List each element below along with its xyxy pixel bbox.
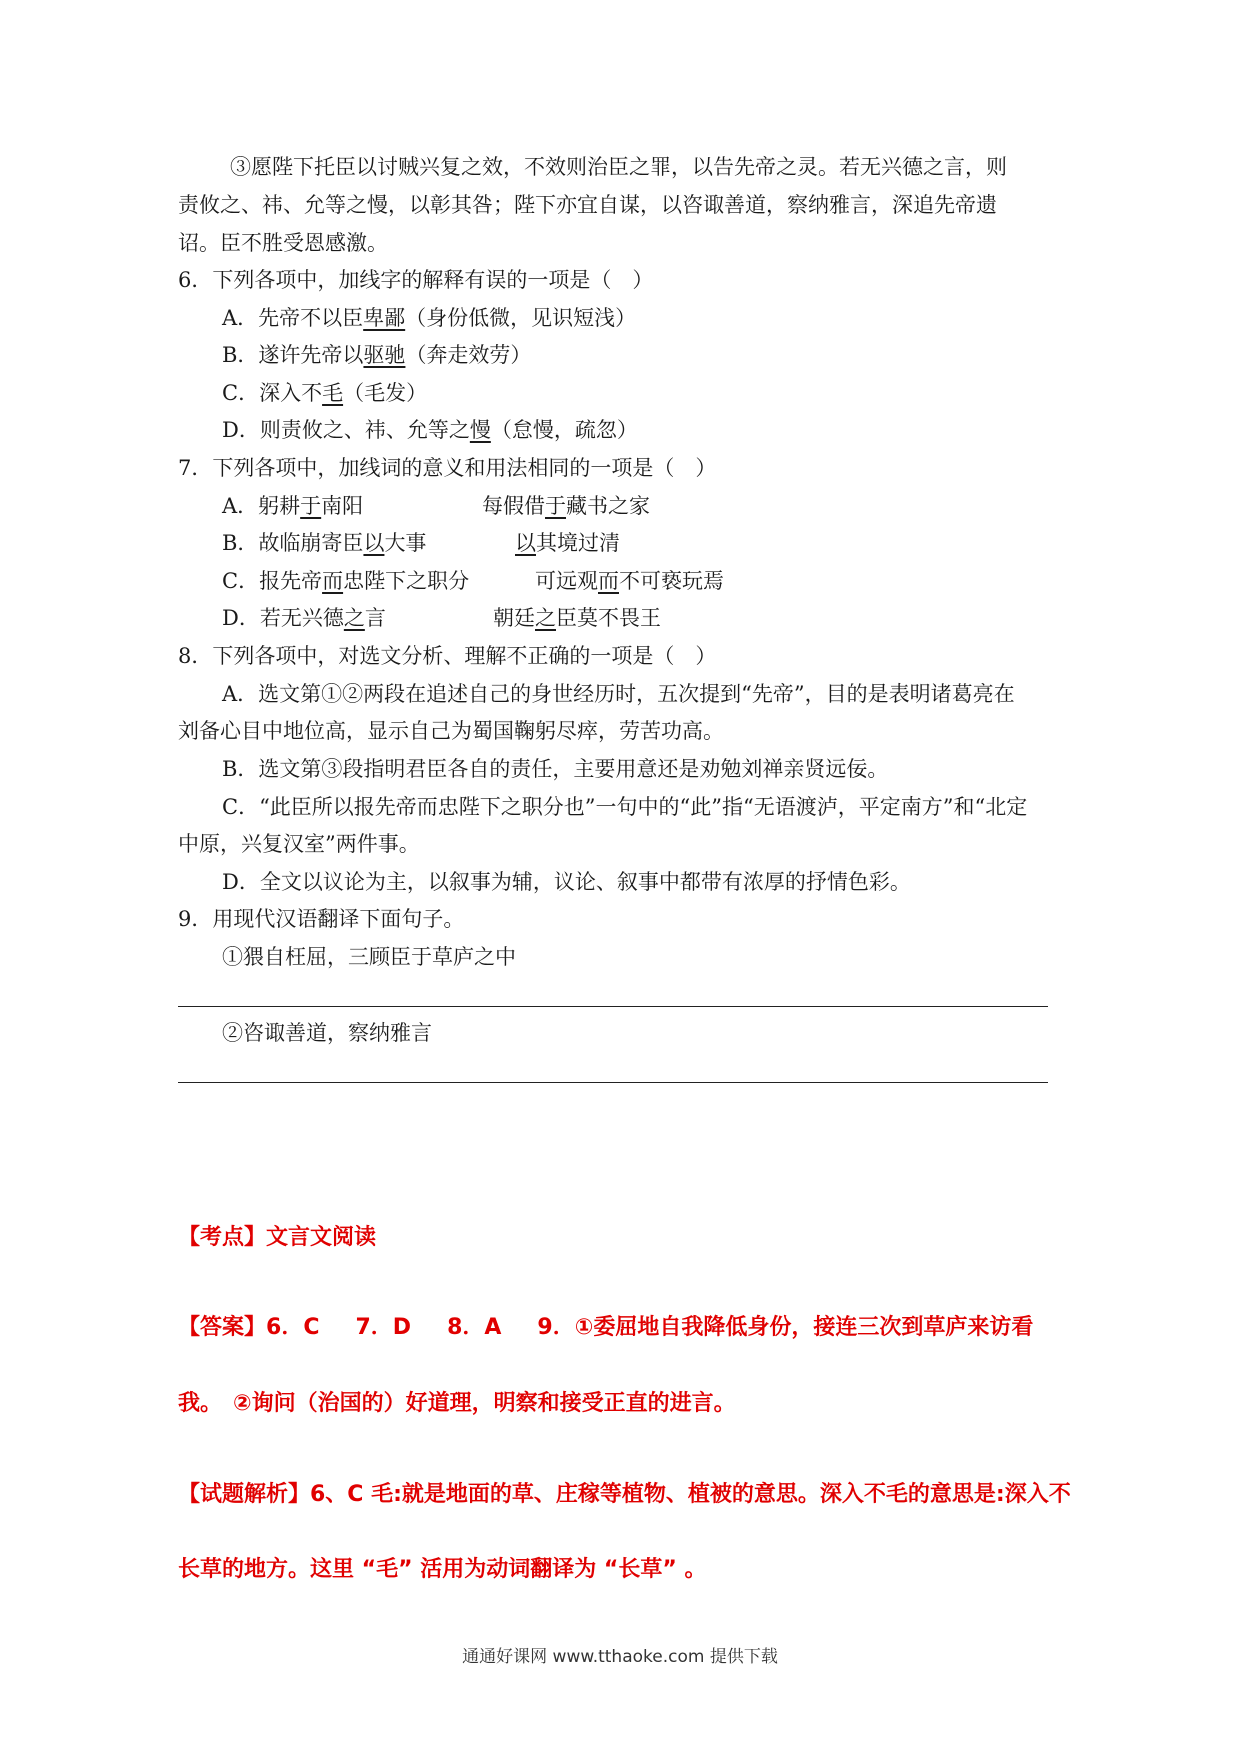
analysis-line-2: 长草的地方。这里 “毛” 活用为动词翻译为 “长草” 。 (178, 1557, 707, 1582)
answer-q7: 7．D (355, 1315, 412, 1340)
answer-q9: 9．①委屈地自我降低身份，接连三次到草庐来访看 (537, 1315, 1034, 1340)
q6-d-text: D．则责攸之、祎、允等之 (222, 418, 470, 442)
q8-option-c-line1: C．“此臣所以报先帝而忠陛下之职分也”一句中的“此”指“无语渡泸，平定南方”和“北定 (222, 795, 1028, 819)
q6-stem: 6．下列各项中，加线字的解释有误的一项是（ ） (178, 268, 654, 292)
q6-option-d (222, 415, 638, 445)
q7-c2-text: 可远观 (535, 569, 598, 593)
answer-label: 【答案】 (178, 1315, 267, 1340)
answer-q6: 6．C (266, 1315, 320, 1340)
q6-option-a (222, 303, 636, 333)
answer-line-1 (178, 1312, 1033, 1344)
q7-b2-rest: 其境过清 (536, 531, 620, 555)
passage-line-3: 诏。臣不胜受恩感激。 (178, 231, 388, 255)
q7-option-d-right (493, 603, 661, 633)
q7-a2-text: 每假借 (482, 494, 545, 518)
q7-a1-underlined: 于 (300, 494, 322, 518)
q7-d1-rest: 言 (364, 606, 386, 630)
q9-answer-line-1 (178, 1006, 1048, 1007)
q8-stem: 8．下列各项中，对选文分析、理解不正确的一项是（ ） (178, 644, 717, 668)
q6-b-text: B．遂许先帝以 (222, 343, 364, 367)
q7-option-d-left (222, 603, 386, 633)
q8-option-c-line2: 中原，兴复汉室”两件事。 (178, 832, 420, 856)
q7-d1-text: D．若无兴德 (222, 606, 344, 630)
q7-c1-text: C．报先帝 (222, 569, 323, 593)
q9-sentence-1: ①猥自枉屈，三顾臣于草庐之中 (222, 945, 516, 969)
kaodian-heading: 【考点】文言文阅读 (178, 1225, 377, 1250)
q9-sentence-2: ②咨诹善道，察纳雅言 (222, 1021, 432, 1045)
answer-q8: 8．A (447, 1315, 502, 1340)
q6-b-underlined: 驱驰 (363, 343, 406, 367)
q7-b2-underlined: 以 (515, 531, 536, 555)
passage-line-2: 责攸之、祎、允等之慢，以彰其咎；陛下亦宜自谋，以咨诹善道，察纳雅言，深追先帝遗 (178, 193, 997, 217)
q6-option-b (222, 340, 531, 370)
q7-option-a-right (482, 491, 650, 521)
q9-stem: 9．用现代汉语翻译下面句子。 (178, 907, 465, 931)
q7-b1-underlined: 以 (363, 531, 385, 555)
q6-a-gloss: （身份低微，见识短浅） (405, 306, 637, 330)
q6-d-underlined: 慢 (469, 418, 491, 442)
q7-d2-rest: 臣莫不畏王 (556, 606, 661, 630)
q7-b1-text: B．故临崩寄臣 (222, 531, 364, 555)
q6-c-text: C．深入不 (222, 381, 323, 405)
q6-c-gloss: （毛发） (343, 381, 428, 405)
q8-option-a-line2: 刘备心目中地位高，显示自己为蜀国鞠躬尽瘁，劳苦功高。 (178, 719, 724, 743)
q7-a1-text: A．躬耕 (222, 494, 301, 518)
q6-a-text: A．先帝不以臣 (222, 306, 364, 330)
q7-c1-underlined: 而 (322, 569, 344, 593)
q7-option-b-left (222, 528, 426, 558)
q7-option-c-right (535, 566, 724, 596)
q7-option-b-right (515, 528, 620, 558)
page-footer: 通通好课网 www.tthaoke.com 提供下载 (462, 1647, 778, 1667)
q6-d-gloss: （怠慢，疏忽） (490, 418, 638, 442)
q8-option-d: D．全文以议论为主，以叙事为辅，议论、叙事中都带有浓厚的抒情色彩。 (222, 870, 911, 894)
q7-stem: 7．下列各项中，加线词的意义和用法相同的一项是（ ） (178, 456, 717, 480)
q7-a2-underlined: 于 (545, 494, 566, 518)
q7-b1-rest: 大事 (384, 531, 427, 555)
q6-option-c (222, 378, 427, 408)
q7-c2-rest: 不可亵玩焉 (619, 569, 724, 593)
q7-d1-underlined: 之 (343, 606, 365, 630)
q7-d2-underlined: 之 (535, 606, 556, 630)
q8-option-a-line1: A．选文第①②两段在追述自己的身世经历时，五次提到“先帝”，目的是表明诸葛亮在 (222, 682, 1015, 706)
q6-c-underlined: 毛 (322, 381, 344, 405)
q7-a2-rest: 藏书之家 (566, 494, 650, 518)
q8-option-b: B．选文第③段指明君臣各自的责任，主要用意还是劝勉刘禅亲贤远佞。 (222, 757, 889, 781)
q7-a1-rest: 南阳 (321, 494, 364, 518)
analysis-line-1: 【试题解析】6、C 毛:就是地面的草、庄稼等植物、植被的意思。深入不毛的意思是:深入不 (178, 1482, 1071, 1507)
q7-c1-rest: 忠陛下之职分 (343, 569, 470, 593)
q6-a-underlined: 卑鄙 (363, 306, 406, 330)
q9-answer-line-2 (178, 1082, 1048, 1083)
q7-d2-text: 朝廷 (493, 606, 535, 630)
q6-b-gloss: （奔走效劳） (405, 343, 532, 367)
q7-option-c-left (222, 566, 469, 596)
answer-line-2: 我。 ②询问（治国的）好道理，明察和接受正直的进言。 (178, 1391, 736, 1416)
q7-option-a-left (222, 491, 363, 521)
passage-line-1: ③愿陛下托臣以讨贼兴复之效，不效则治臣之罪，以告先帝之灵。若无兴德之言，则 (230, 155, 1007, 179)
q7-c2-underlined: 而 (598, 569, 619, 593)
